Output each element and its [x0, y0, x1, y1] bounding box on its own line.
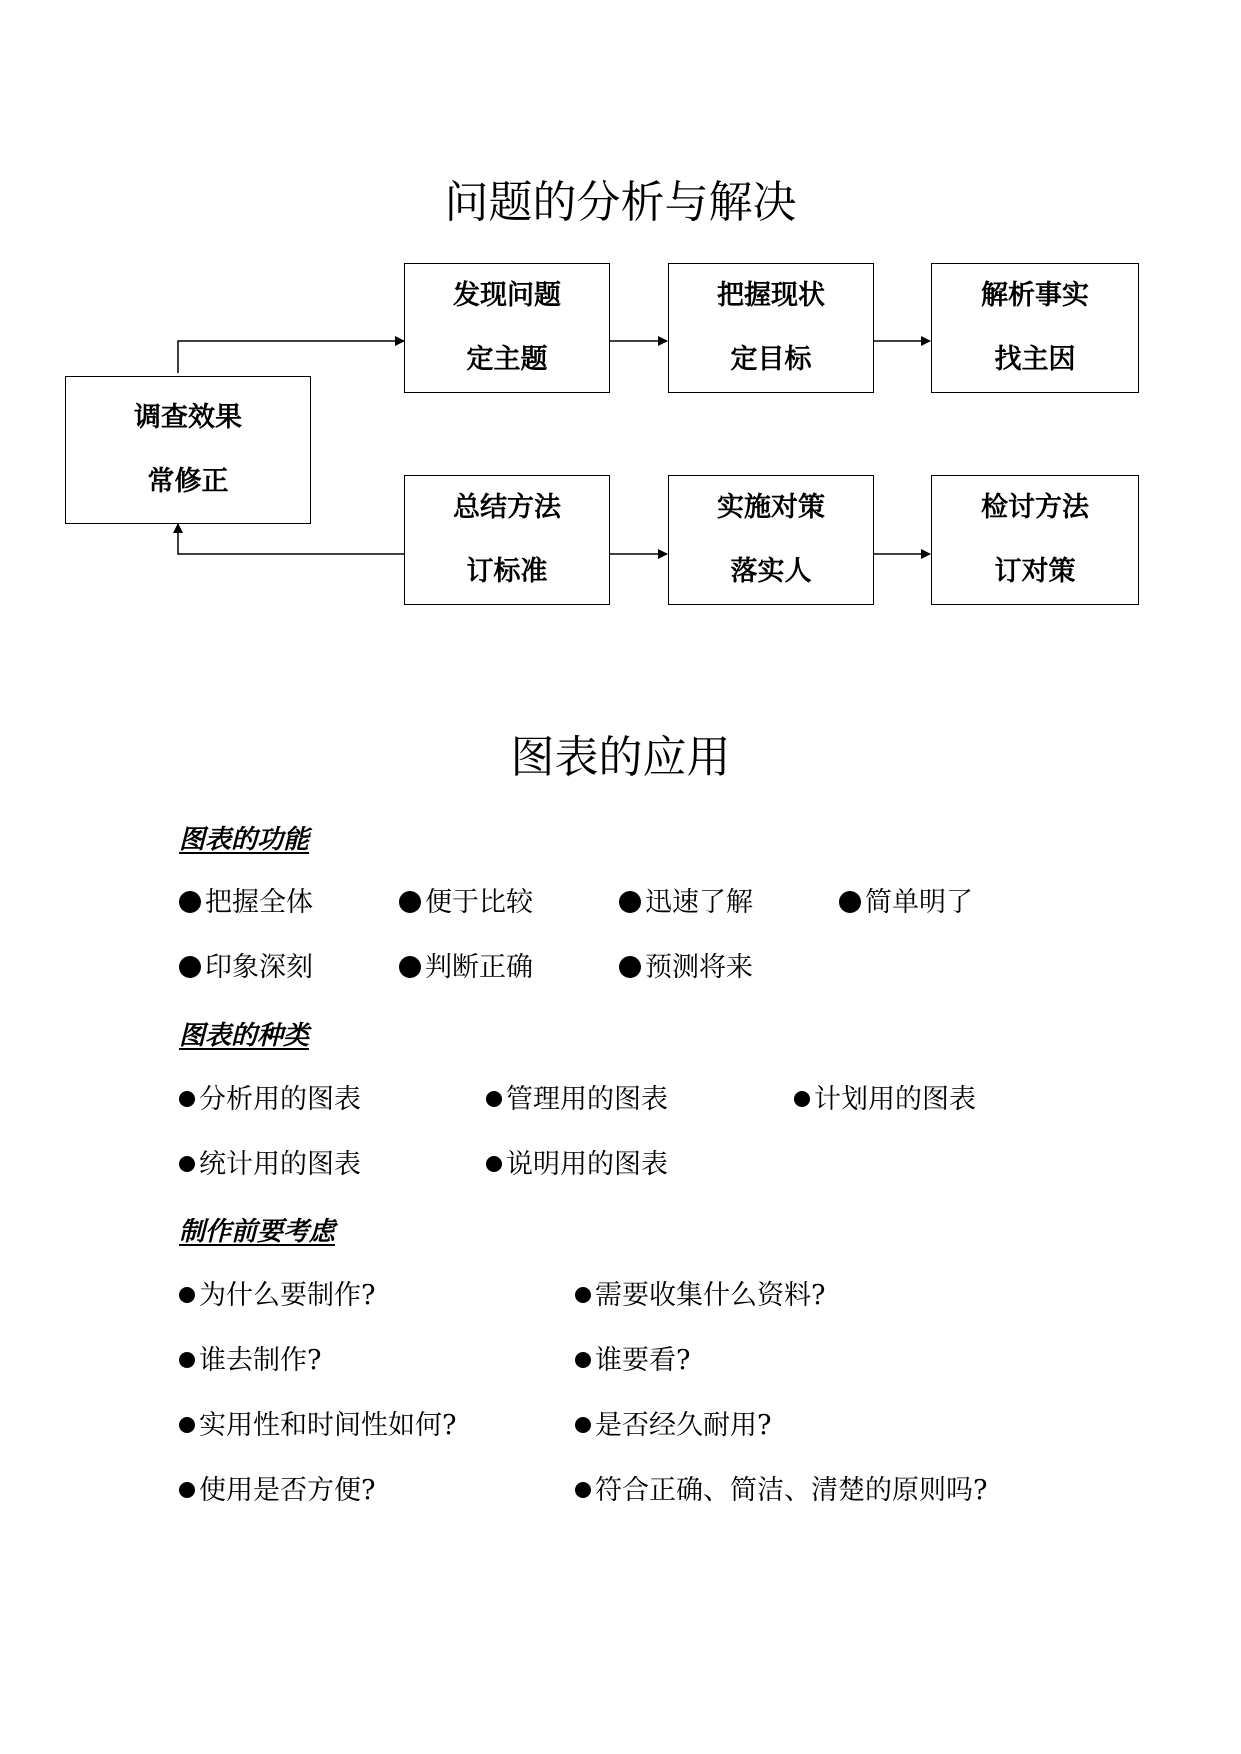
box-grasp-status: [668, 263, 874, 393]
box-line-1: 解析事实: [981, 280, 1089, 311]
box-line-1: 实施对策: [717, 492, 825, 523]
consideration-item: 是否经久耐用?: [575, 1409, 771, 1443]
consideration-item: 为什么要制作?: [179, 1279, 375, 1313]
box-line-2: 订对策: [994, 556, 1076, 587]
charts-section-title: 图表的应用: [510, 732, 731, 783]
bullet-icon: [179, 1156, 195, 1172]
bullet-icon: [179, 1417, 195, 1433]
function-item: 预测将来: [619, 951, 753, 985]
box-line-2: 定目标: [730, 344, 812, 375]
bullet-icon: [179, 956, 201, 978]
function-item: 便于比较: [399, 886, 533, 920]
bullet-icon: [179, 1091, 195, 1107]
box-review-method: [931, 475, 1139, 605]
bullet-icon: [179, 891, 201, 913]
functions-heading: 图表的功能: [179, 825, 310, 855]
box-implement-measures: [668, 475, 874, 605]
consideration-item: 谁去制作?: [179, 1344, 321, 1378]
box-line-1: 总结方法: [453, 492, 561, 523]
bullet-icon: [575, 1417, 591, 1433]
box-line-1: 调查效果: [134, 402, 242, 433]
bullet-icon: [575, 1287, 591, 1303]
type-item: 分析用的图表: [179, 1083, 361, 1117]
function-item: 把握全体: [179, 886, 313, 920]
function-item: 判断正确: [399, 951, 533, 985]
box-analyze-facts: [931, 263, 1139, 393]
consideration-item: 使用是否方便?: [179, 1474, 375, 1508]
box-line-2: 常修正: [147, 466, 229, 497]
box-line-2: 定主题: [466, 344, 548, 375]
considerations-heading: 制作前要考虑: [179, 1217, 336, 1247]
consideration-item: 实用性和时间性如何?: [179, 1409, 456, 1443]
bullet-icon: [575, 1482, 591, 1498]
bullet-icon: [486, 1156, 502, 1172]
bullet-icon: [179, 1287, 195, 1303]
bullet-icon: [575, 1352, 591, 1368]
type-item: 管理用的图表: [486, 1083, 668, 1117]
bullet-icon: [399, 891, 421, 913]
bullet-icon: [619, 956, 641, 978]
box-line-2: 订标准: [466, 556, 548, 587]
consideration-item: 符合正确、简洁、清楚的原则吗?: [575, 1474, 987, 1508]
function-item: 印象深刻: [179, 951, 313, 985]
type-item: 计划用的图表: [794, 1083, 976, 1117]
bullet-icon: [486, 1091, 502, 1107]
box-summarize-method: [404, 475, 610, 605]
type-item: 统计用的图表: [179, 1148, 361, 1182]
bullet-icon: [794, 1091, 810, 1107]
box-discover-problem: [404, 263, 610, 393]
type-item: 说明用的图表: [486, 1148, 668, 1182]
consideration-item: 谁要看?: [575, 1344, 690, 1378]
bullet-icon: [839, 891, 861, 913]
bullet-icon: [179, 1352, 195, 1368]
box-line-1: 发现问题: [453, 280, 561, 311]
box-investigate-effect: [65, 376, 311, 524]
consideration-item: 需要收集什么资料?: [575, 1279, 825, 1313]
flowchart-title: 问题的分析与解决: [444, 177, 797, 228]
box-line-1: 检讨方法: [981, 492, 1089, 523]
bullet-icon: [179, 1482, 195, 1498]
arrow-investigate-to-discover: [178, 341, 404, 373]
box-line-2: 落实人: [730, 556, 812, 587]
types-heading: 图表的种类: [179, 1021, 310, 1051]
function-item: 简单明了: [839, 886, 973, 920]
bullet-icon: [399, 956, 421, 978]
bullet-icon: [619, 891, 641, 913]
box-line-2: 找主因: [994, 344, 1076, 375]
function-item: 迅速了解: [619, 886, 753, 920]
box-line-1: 把握现状: [717, 280, 825, 311]
arrow-summarize-to-investigate: [178, 524, 404, 554]
